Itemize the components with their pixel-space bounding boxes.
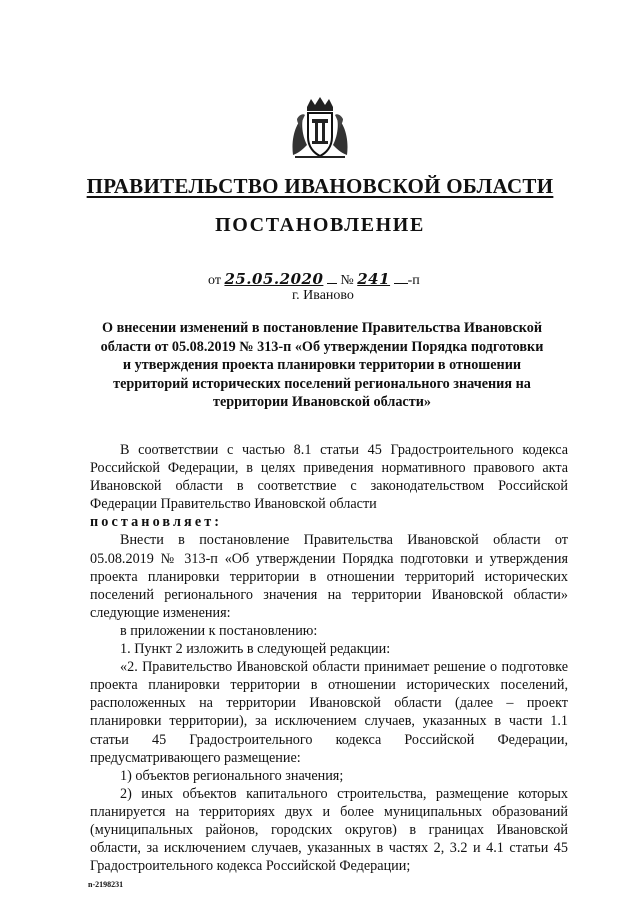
number-sign: № xyxy=(340,273,354,288)
city-line: г. Иваново xyxy=(292,288,354,303)
preamble-paragraph: В соответствии с частью 8.1 статьи 45 Градостроительного кодекса Российской Федерации, в целях приведения нормативного правового акта Ивановской области в соответствие с законодательством Российской Федерации Правительство Ивановской области xyxy=(90,442,568,513)
date-prefix: от xyxy=(208,273,221,288)
body-paragraph-6: 2) иных объектов капитального строительства, размещение которых планируется на территориях двух и более муниципальных образований (муниципальных районов, городских округов) в границах Ивановской области, за исключением случаев, указанных в частях 2, 3.2 и 4.1 статьи 45 Градостроительного кодекса Российской Федерации; xyxy=(90,785,568,875)
resolution-word xyxy=(90,513,568,531)
body-paragraph-4: «2. Правительство Ивановской области принимает решение о подготовке проекта планировки территории в отношении исторических поселений, расположенных на территории Ивановской области (далее – проект планировки территории), за исключением случаев, указанных в части 1.1 статьи 45 Градостроительного кодекса Российской Федерации, предусматривающего размещение: xyxy=(90,659,568,766)
date-number-line xyxy=(208,270,420,289)
number-blank-line xyxy=(394,271,408,284)
number-value: 241 xyxy=(357,270,391,288)
organization-title: ПРАВИТЕЛЬСТВО ИВАНОВСКОЙ ОБЛАСТИ xyxy=(86,174,554,198)
document-subject: О внесении изменений в постановление Правительства Ивановской области от 05.08.2019 № 313-п «Об утверждении Порядка подготовки и утверждения проекта планировки территории в отношении территорий исторических поселений регионального значения на территории Ивановской области» xyxy=(100,320,544,411)
resolves-text: постановляет: xyxy=(90,514,223,531)
body-paragraph-3: 1. Пункт 2 изложить в следующей редакции: xyxy=(120,641,391,658)
footer-code: n-2198231 xyxy=(88,880,124,889)
body-paragraph-2: в приложении к постановлению: xyxy=(120,622,318,639)
document-type: ПОСТАНОВЛЕНИЕ xyxy=(215,214,425,236)
document-body xyxy=(90,441,568,875)
date-value: 25.05.2020 xyxy=(224,270,324,288)
number-suffix: -п xyxy=(407,273,420,288)
body-paragraph-1: Внести в постановление Правительства Ивановской области от 05.08.2019 № 313-п «Об утверждении Порядка подготовки и утверждения проекта планировки территории в отношении территорий исторических поселений регионального значения на территории Ивановской области» следующие изменения: xyxy=(90,532,568,621)
date-blank-line xyxy=(327,271,337,284)
body-paragraph-5: 1) объектов регионального значения; xyxy=(120,767,344,784)
coat-of-arms-icon xyxy=(289,95,351,161)
